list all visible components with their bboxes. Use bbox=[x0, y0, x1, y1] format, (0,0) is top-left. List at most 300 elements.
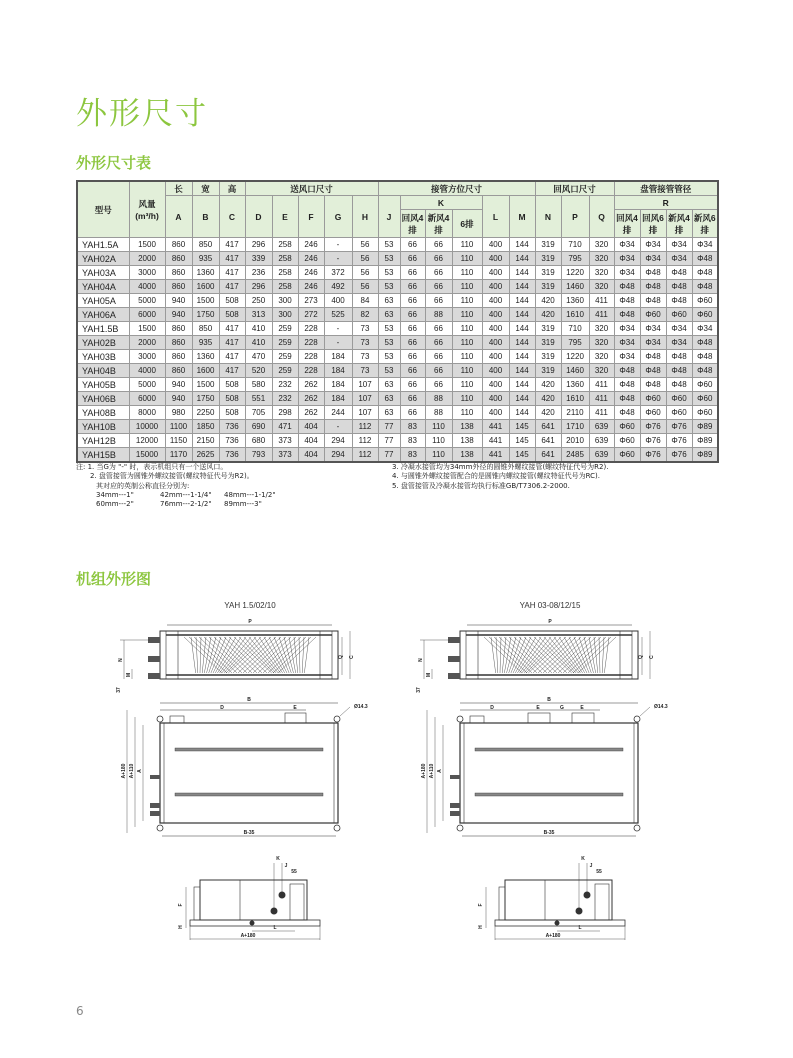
drawing-line bbox=[299, 637, 300, 673]
dimension-label: P bbox=[248, 619, 252, 625]
header-B: B bbox=[192, 196, 219, 238]
cell: 373 bbox=[272, 448, 298, 463]
cell: Φ60 bbox=[692, 308, 718, 322]
cell: Φ48 bbox=[692, 336, 718, 350]
cell: 860 bbox=[165, 238, 192, 252]
cell: 935 bbox=[192, 252, 219, 266]
pipe-connector bbox=[148, 673, 160, 679]
cell: 400 bbox=[482, 238, 509, 252]
cell: 262 bbox=[298, 406, 324, 420]
cell: 2010 bbox=[561, 434, 589, 448]
cell: 110 bbox=[452, 406, 482, 420]
cell: 411 bbox=[589, 378, 614, 392]
cell: Φ48 bbox=[614, 406, 640, 420]
cell: 8000 bbox=[129, 406, 165, 420]
cell: 66 bbox=[400, 406, 425, 420]
header-D: D bbox=[245, 196, 272, 238]
cell: 144 bbox=[509, 350, 535, 364]
supply-outlet bbox=[572, 713, 594, 723]
cell: 107 bbox=[352, 406, 378, 420]
drawing-line bbox=[233, 637, 271, 673]
note-4: 4. 与圆锥外螺纹接管配合的是圆锥内螺纹接管(螺纹特征代号为RC). bbox=[392, 472, 600, 481]
cell: 258 bbox=[272, 238, 298, 252]
drawing-title: YAH 03-08/12/15 bbox=[519, 601, 581, 610]
return-frame bbox=[290, 884, 304, 920]
cell: 144 bbox=[509, 308, 535, 322]
mounting-hole bbox=[157, 716, 163, 722]
cell: 2485 bbox=[561, 448, 589, 463]
cell: - bbox=[324, 336, 352, 350]
cell: Φ48 bbox=[614, 294, 640, 308]
cell: 63 bbox=[378, 294, 400, 308]
cell: Φ60 bbox=[614, 448, 640, 463]
dimension-label: B bbox=[247, 697, 251, 703]
cell: 66 bbox=[400, 266, 425, 280]
dimension-label: D bbox=[490, 705, 494, 711]
table-row bbox=[77, 280, 718, 294]
note-5: 5. 盘管接管及冷凝水接管均执行标准GB/T7306.2-2000. bbox=[392, 481, 570, 490]
filter-rail bbox=[475, 793, 623, 796]
cell: 262 bbox=[298, 378, 324, 392]
cell-model: YAH06A bbox=[77, 308, 129, 322]
dimension-label: J bbox=[589, 863, 593, 869]
cell: 940 bbox=[165, 308, 192, 322]
table-row bbox=[77, 294, 718, 308]
return-frame bbox=[595, 884, 609, 920]
drawing-line bbox=[529, 637, 567, 673]
cell: 145 bbox=[509, 420, 535, 434]
header-airflow bbox=[129, 181, 165, 238]
size-item: 42mm---1-1/4" bbox=[160, 490, 212, 499]
cell: 400 bbox=[482, 294, 509, 308]
cell: 66 bbox=[425, 294, 452, 308]
dimension-label: A bbox=[437, 769, 443, 773]
cell: 850 bbox=[192, 238, 219, 252]
cell: 850 bbox=[192, 322, 219, 336]
cell: 319 bbox=[535, 336, 561, 350]
cell: Φ48 bbox=[666, 350, 692, 364]
cell: Φ48 bbox=[614, 392, 640, 406]
dimension-label: L bbox=[273, 925, 277, 931]
dimension-label: A+180 bbox=[421, 763, 427, 779]
header-R-sub: 回风6排 bbox=[640, 210, 666, 238]
dimension-label: P bbox=[548, 619, 552, 625]
cell: 66 bbox=[400, 364, 425, 378]
cell: 320 bbox=[589, 266, 614, 280]
dimension-label: 37 bbox=[416, 687, 422, 693]
cell: 144 bbox=[509, 406, 535, 420]
cell: 272 bbox=[298, 308, 324, 322]
pipe-connector bbox=[450, 811, 460, 816]
cell: 88 bbox=[425, 308, 452, 322]
filter-rail bbox=[175, 748, 323, 751]
cell: 184 bbox=[324, 392, 352, 406]
cell: 66 bbox=[400, 294, 425, 308]
header-height: 高 bbox=[219, 181, 245, 196]
cell: 259 bbox=[272, 336, 298, 350]
cell: 66 bbox=[425, 238, 452, 252]
drawing-line bbox=[228, 637, 266, 673]
cell: 294 bbox=[324, 434, 352, 448]
filter-rail bbox=[475, 748, 623, 751]
drawing-line bbox=[278, 637, 316, 673]
dimension-label: Q bbox=[338, 655, 344, 659]
cell: 710 bbox=[561, 238, 589, 252]
cell: Φ34 bbox=[614, 350, 640, 364]
cell: 1170 bbox=[165, 448, 192, 463]
cell: 2625 bbox=[192, 448, 219, 463]
drawing-line bbox=[217, 637, 241, 673]
drawing-line bbox=[184, 637, 222, 673]
cell: 110 bbox=[452, 392, 482, 406]
cell: 110 bbox=[425, 448, 452, 463]
cell: 320 bbox=[589, 238, 614, 252]
cell: 1500 bbox=[129, 322, 165, 336]
cell: 112 bbox=[352, 448, 378, 463]
cell: 53 bbox=[378, 336, 400, 350]
drawing-line bbox=[578, 637, 616, 673]
cell: 420 bbox=[535, 294, 561, 308]
cell: 639 bbox=[589, 434, 614, 448]
dimension-label: L bbox=[578, 925, 582, 931]
cell: Φ60 bbox=[666, 308, 692, 322]
cell: 508 bbox=[219, 378, 245, 392]
drawing-line bbox=[229, 637, 267, 673]
cell-model: YAH12B bbox=[77, 434, 129, 448]
cell: 1600 bbox=[192, 364, 219, 378]
dimension-label: A+180 bbox=[545, 933, 561, 939]
cell: 63 bbox=[378, 392, 400, 406]
cell: 5000 bbox=[129, 294, 165, 308]
cell: 5000 bbox=[129, 378, 165, 392]
cell: 138 bbox=[452, 448, 482, 463]
drawing-line bbox=[213, 637, 231, 673]
cell: 1460 bbox=[561, 280, 589, 294]
cell: 53 bbox=[378, 280, 400, 294]
drawing-line bbox=[234, 637, 272, 673]
supply-outlet bbox=[528, 713, 550, 723]
cell: 795 bbox=[561, 336, 589, 350]
drain-pipe bbox=[250, 921, 255, 926]
cell: 83 bbox=[400, 420, 425, 434]
drawing-line bbox=[200, 637, 201, 673]
cell: 639 bbox=[589, 420, 614, 434]
cell: 262 bbox=[298, 392, 324, 406]
cell: 83 bbox=[400, 448, 425, 463]
cell: 404 bbox=[298, 420, 324, 434]
cell: Φ48 bbox=[640, 266, 666, 280]
cell: 53 bbox=[378, 364, 400, 378]
cell: Φ34 bbox=[640, 322, 666, 336]
cell: 400 bbox=[482, 266, 509, 280]
filter-rail bbox=[175, 793, 323, 796]
cell: 320 bbox=[589, 280, 614, 294]
cell: 73 bbox=[352, 336, 378, 350]
cell: 63 bbox=[378, 406, 400, 420]
pipe-connector bbox=[150, 775, 160, 779]
cell: Φ76 bbox=[666, 434, 692, 448]
cell: 441 bbox=[482, 434, 509, 448]
base-plate bbox=[495, 920, 625, 926]
dimension-label: N bbox=[418, 658, 424, 662]
cell: 1360 bbox=[192, 350, 219, 364]
table-row bbox=[77, 238, 718, 252]
table-row bbox=[77, 448, 718, 463]
cell: Φ34 bbox=[640, 336, 666, 350]
notes-prefix: 注: bbox=[76, 463, 86, 471]
cell: 1460 bbox=[561, 364, 589, 378]
cell: 66 bbox=[400, 350, 425, 364]
cell: 107 bbox=[352, 378, 378, 392]
cell: 138 bbox=[452, 420, 482, 434]
cell: Φ48 bbox=[666, 280, 692, 294]
drawing-line bbox=[640, 707, 650, 716]
cell: 246 bbox=[298, 252, 324, 266]
header-K: K bbox=[400, 196, 482, 210]
cell: 551 bbox=[245, 392, 272, 406]
cell: 244 bbox=[324, 406, 352, 420]
header-E: E bbox=[272, 196, 298, 238]
cell: 66 bbox=[425, 252, 452, 266]
cell: 110 bbox=[452, 294, 482, 308]
cell: 259 bbox=[272, 322, 298, 336]
header-model: 型号 bbox=[77, 181, 129, 238]
cell: 259 bbox=[272, 364, 298, 378]
header-G: G bbox=[324, 196, 352, 238]
cell: 935 bbox=[192, 336, 219, 350]
cell: 258 bbox=[272, 252, 298, 266]
dimension-label: K bbox=[581, 856, 585, 862]
cell: 795 bbox=[561, 252, 589, 266]
cell: 441 bbox=[482, 420, 509, 434]
cell: 77 bbox=[378, 420, 400, 434]
dimension-label: M bbox=[126, 672, 132, 678]
cell-model: YAH02B bbox=[77, 336, 129, 350]
cell: 417 bbox=[219, 266, 245, 280]
cell: 273 bbox=[298, 294, 324, 308]
notes-left bbox=[76, 463, 288, 509]
dimension-label: A+110 bbox=[129, 763, 135, 779]
cell: 3000 bbox=[129, 350, 165, 364]
dimension-label: H bbox=[178, 925, 184, 929]
dimension-label: A+180 bbox=[240, 933, 256, 939]
cell: 1360 bbox=[561, 294, 589, 308]
header-coil: 盘管接管管径 bbox=[614, 181, 718, 196]
cell: 53 bbox=[378, 266, 400, 280]
cell: Φ48 bbox=[666, 266, 692, 280]
pipe-connector bbox=[150, 803, 160, 808]
cell: 680 bbox=[245, 434, 272, 448]
cell: 1220 bbox=[561, 350, 589, 364]
cell: 110 bbox=[452, 350, 482, 364]
dimension-label: B bbox=[547, 697, 551, 703]
cell: 373 bbox=[272, 434, 298, 448]
cell: 300 bbox=[272, 308, 298, 322]
dimension-label: M bbox=[426, 672, 432, 678]
cell: 400 bbox=[482, 350, 509, 364]
notes-right bbox=[392, 463, 608, 491]
dimension-label: F bbox=[478, 903, 484, 907]
cell: 940 bbox=[165, 378, 192, 392]
cell: Φ76 bbox=[640, 420, 666, 434]
base-plate bbox=[190, 920, 320, 926]
cell: 258 bbox=[272, 280, 298, 294]
header-L: L bbox=[482, 196, 509, 238]
cell: Φ76 bbox=[640, 448, 666, 463]
cell: 73 bbox=[352, 322, 378, 336]
cell: 296 bbox=[245, 280, 272, 294]
table-title: 外形尺寸表 bbox=[76, 154, 152, 172]
cell: 66 bbox=[400, 252, 425, 266]
cell: 138 bbox=[452, 434, 482, 448]
size-item: 76mm---2-1/2" bbox=[160, 500, 212, 509]
cell-model: YAH15B bbox=[77, 448, 129, 463]
cell: 112 bbox=[352, 434, 378, 448]
cell: 319 bbox=[535, 280, 561, 294]
cell: 1750 bbox=[192, 392, 219, 406]
header-airflow-unit: (m³/h) bbox=[135, 210, 159, 221]
cell: Φ89 bbox=[692, 434, 718, 448]
cell-model: YAH1.5B bbox=[77, 322, 129, 336]
cell: 246 bbox=[298, 266, 324, 280]
header-C: C bbox=[219, 196, 245, 238]
drawing-line bbox=[533, 637, 571, 673]
cell: 400 bbox=[482, 378, 509, 392]
cell: 641 bbox=[535, 448, 561, 463]
cell: 6000 bbox=[129, 392, 165, 406]
header-R-sub: 新风4排 bbox=[666, 210, 692, 238]
cell: 417 bbox=[219, 252, 245, 266]
cell: 319 bbox=[535, 252, 561, 266]
cell-model: YAH02A bbox=[77, 252, 129, 266]
drawing-line bbox=[259, 637, 283, 673]
cell: 1360 bbox=[561, 378, 589, 392]
cell-model: YAH03B bbox=[77, 350, 129, 364]
cell: 144 bbox=[509, 336, 535, 350]
dimension-label: J bbox=[284, 863, 288, 869]
cell: 641 bbox=[535, 434, 561, 448]
cell: Φ60 bbox=[666, 406, 692, 420]
cell: 400 bbox=[482, 308, 509, 322]
table-row bbox=[77, 322, 718, 336]
mounting-hole bbox=[634, 716, 640, 722]
cell: 73 bbox=[352, 350, 378, 364]
cell: 410 bbox=[245, 322, 272, 336]
pipe-connector bbox=[450, 775, 460, 779]
dimension-label: G bbox=[560, 705, 564, 711]
cell: 294 bbox=[324, 448, 352, 463]
cell: Φ60 bbox=[614, 420, 640, 434]
cell: 2000 bbox=[129, 252, 165, 266]
cell: 940 bbox=[165, 294, 192, 308]
header-airflow-label: 风量 bbox=[138, 198, 156, 209]
cell: 400 bbox=[482, 322, 509, 336]
cell: Φ48 bbox=[640, 364, 666, 378]
cell: 1710 bbox=[561, 420, 589, 434]
cell: 319 bbox=[535, 350, 561, 364]
cell: 319 bbox=[535, 364, 561, 378]
cell: 2110 bbox=[561, 406, 589, 420]
cell: 492 bbox=[324, 280, 352, 294]
cell: Φ48 bbox=[666, 378, 692, 392]
cell: 400 bbox=[482, 336, 509, 350]
cell-model: YAH10B bbox=[77, 420, 129, 434]
cell: Φ89 bbox=[692, 448, 718, 463]
cell: 110 bbox=[452, 252, 482, 266]
cell: 411 bbox=[589, 392, 614, 406]
dimension-label: D bbox=[220, 705, 224, 711]
cell: 56 bbox=[352, 238, 378, 252]
table-row bbox=[77, 378, 718, 392]
cell: 508 bbox=[219, 406, 245, 420]
dimension-label: E bbox=[536, 705, 540, 711]
cell: Φ48 bbox=[640, 350, 666, 364]
cell: 66 bbox=[400, 308, 425, 322]
note-2: 2. 盘管接管为圆锥外螺纹接管(螺纹特征代号为R2)。 bbox=[90, 472, 254, 481]
table-row bbox=[77, 336, 718, 350]
cell: 258 bbox=[272, 266, 298, 280]
unit-plan-view bbox=[460, 723, 638, 823]
mounting-hole bbox=[457, 825, 463, 831]
cell: 228 bbox=[298, 336, 324, 350]
cell: Φ60 bbox=[614, 434, 640, 448]
mounting-hole bbox=[157, 825, 163, 831]
cell: 736 bbox=[219, 420, 245, 434]
cell: 736 bbox=[219, 434, 245, 448]
page-number: 6 bbox=[76, 1004, 84, 1018]
cell-model: YAH1.5A bbox=[77, 238, 129, 252]
cell: 145 bbox=[509, 448, 535, 463]
cell: 83 bbox=[400, 434, 425, 448]
cell: 296 bbox=[245, 238, 272, 252]
cell: 417 bbox=[219, 280, 245, 294]
cell: 66 bbox=[425, 336, 452, 350]
cell: 144 bbox=[509, 266, 535, 280]
cell: 228 bbox=[298, 322, 324, 336]
cell: 1500 bbox=[192, 294, 219, 308]
cell: 63 bbox=[378, 308, 400, 322]
cell: 2150 bbox=[192, 434, 219, 448]
cell: 1610 bbox=[561, 308, 589, 322]
cell: Φ34 bbox=[692, 322, 718, 336]
pipe-connector bbox=[148, 656, 160, 662]
cell: 84 bbox=[352, 294, 378, 308]
cell: 1500 bbox=[129, 238, 165, 252]
cell: Φ60 bbox=[692, 392, 718, 406]
cell: 236 bbox=[245, 266, 272, 280]
table-row bbox=[77, 406, 718, 420]
mounting-hole bbox=[334, 716, 340, 722]
note-2b: 其对应的英制公称直径分别为: bbox=[96, 481, 190, 490]
cell: - bbox=[324, 252, 352, 266]
header-return: 回风口尺寸 bbox=[535, 181, 614, 196]
header-R-sub: 新风6排 bbox=[692, 210, 718, 238]
cell: 420 bbox=[535, 392, 561, 406]
unit-side-view bbox=[505, 880, 612, 920]
supply-outlet bbox=[285, 713, 306, 723]
drawing-line bbox=[269, 637, 287, 673]
mounting-hole bbox=[634, 825, 640, 831]
cell: 411 bbox=[589, 308, 614, 322]
cell: 6000 bbox=[129, 308, 165, 322]
cell: 66 bbox=[425, 280, 452, 294]
cell: 300 bbox=[272, 294, 298, 308]
cell: 400 bbox=[324, 294, 352, 308]
dimension-label: A bbox=[137, 769, 143, 773]
table-row bbox=[77, 420, 718, 434]
cell: 66 bbox=[400, 336, 425, 350]
cell: 320 bbox=[589, 350, 614, 364]
